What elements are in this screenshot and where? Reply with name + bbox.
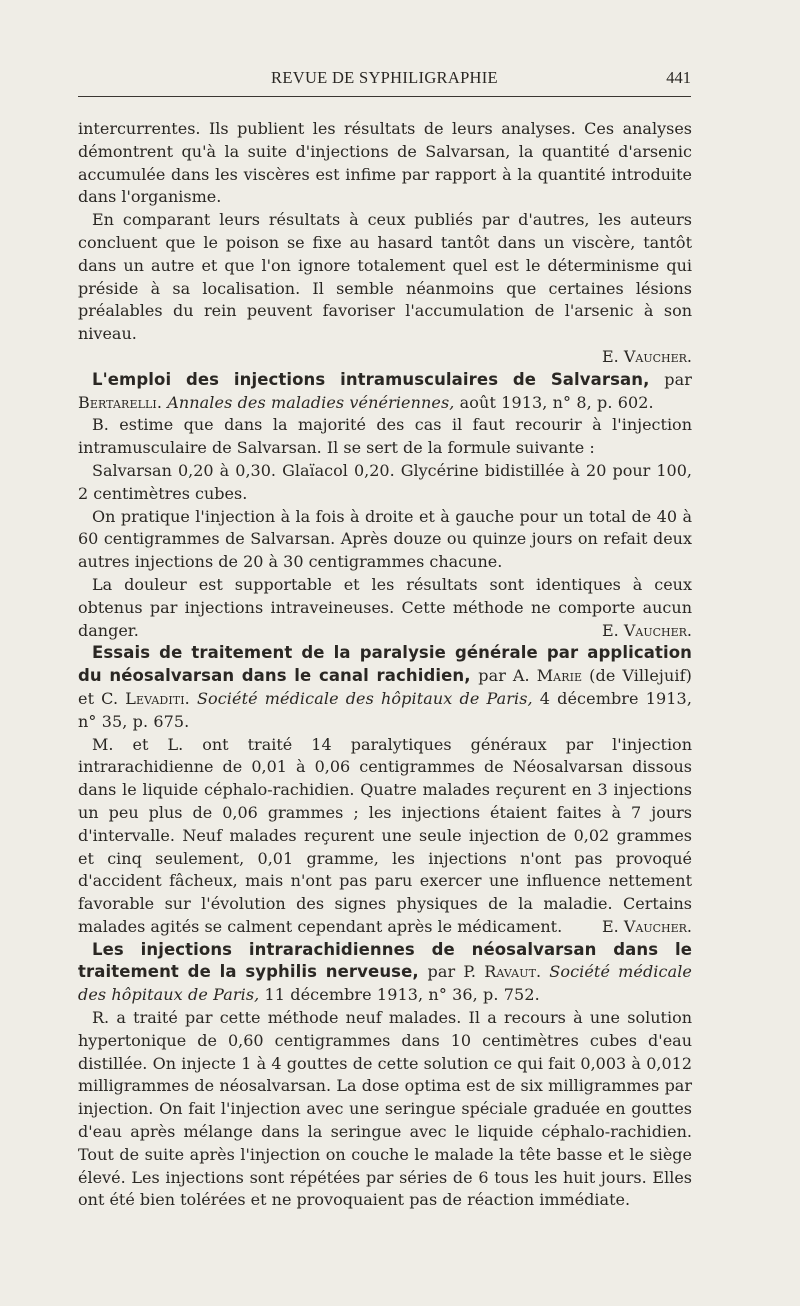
by-label: par — [664, 369, 692, 389]
paragraph: En comparant leurs résultats à ceux publiés par d'autres, les auteurs concluent que le poison se fixe au hasard tantôt dans un viscère, tantôt dans un autre et que l'on ignore totalement quel est le déterminisme qui préside à sa localisation. Il semble néanmoins que certaines lésions préalables du rein peuvent favoriser l'accumulation de l'arsenic à son niveau. — [78, 210, 692, 344]
citation-ref: août 1913, n° 8, p. 602. — [459, 392, 654, 412]
citation-ref: 4 décembre 1913, n° 35, p. 675. — [78, 688, 693, 731]
paragraph — [78, 734, 692, 939]
article-title — [78, 642, 692, 733]
article-title-text: L'emploi des injections intramusculaires de Salvarsan, — [92, 369, 650, 389]
by-label: par A. — [478, 666, 530, 686]
page-header — [78, 66, 691, 97]
author-name: Marie — [536, 666, 583, 686]
article-title-text: Essais de traitement de la paralysie générale par application du néosalvarsan dans le canal rachidien, — [78, 643, 692, 686]
paragraph: intercurrentes. Ils publient les résultats de leurs analyses. Ces analyses démontrent qu'à la suite d'injections de Salvarsan, la quantité d'arsenic accumulée dans les viscères est infime par rapport à la quantité introduite dans l'organisme. — [78, 119, 692, 207]
running-title: REVUE DE SYPHILIGRAPHIE — [271, 68, 498, 87]
journal-name: Société médicale des hôpitaux de Paris, — [196, 688, 533, 708]
author-name: Bertarelli. — [78, 392, 163, 412]
author-name: Ravaut. — [484, 962, 542, 982]
author-affiliation: (de Villejuif) et C. — [78, 666, 692, 708]
article-title — [78, 369, 692, 415]
page-number: 441 — [666, 68, 691, 87]
signature: E. Vaucher. — [601, 346, 692, 366]
paragraph-text: La douleur est supportable et les résultats sont identiques à ceux obtenus par injections intraveineuses. Cette méthode ne comporte aucun danger. — [78, 574, 692, 640]
journal-name: Annales des maladies vénériennes, — [167, 392, 455, 412]
citation-ref: 11 décembre 1913, n° 36, p. 752. — [264, 985, 540, 1005]
paragraph: Salvarsan 0,20 à 0,30. Glaïacol 0,20. Glycérine bidistillée à 20 pour 100, 2 centimètres cubes. — [78, 460, 692, 503]
body-text — [78, 118, 692, 1212]
paragraph: B. estime que dans la majorité des cas il faut recourir à l'injection intramusculaire de Salvarsan. Il se sert de la formule suivante : — [78, 415, 692, 458]
journal-name: Société médicale des hôpitaux de Paris, — [78, 962, 693, 1005]
article-title — [78, 939, 692, 1007]
signature: E. Vaucher. — [601, 620, 692, 640]
author-name: Levaditi. — [125, 688, 190, 708]
signature: E. Vaucher. — [601, 916, 692, 936]
paragraph-text: M. et L. ont traité 14 paralytiques généraux par l'injection intrarachidienne de 0,01 à 0,06 centigrammes de Néosalvarsan dissous dans le liquide céphalo-rachidien. Quatre malades reçurent en 3 injections un peu plus de 0,06 grammes ; les injections étaient faites à 7 jours d'intervalle. Neuf malades reçurent une seule injection de 0,02 grammes et cinq seulement, 0,01 gramme, les injections n'ont pas provoqué d'accident fâcheux, mais n'ont pas paru exercer une influence nettement favorable sur l'évolution des signes physiques de la maladie. Certains malades agités se calment cependant après le médicament. — [78, 734, 692, 936]
paragraph: R. a traité par cette méthode neuf malades. Il a recours à une solution hypertonique de 0,60 centigrammes dans 10 centimètres cubes d'eau distillée. On injecte 1 à 4 gouttes de cette solution ce qui fait 0,003 à 0,012 milligrammes de néosalvarsan. La dose optima est de six milligrammes par injection. On fait l'injection avec une seringue spéciale graduée en gouttes d'eau après mélange dans la seringue avec le liquide céphalo-rachidien. Tout de suite après l'injection on couche le malade la tête basse et le siège élevé. Les injections sont répétées par séries de 6 tous les huit jours. Elles ont été bien tolérées et ne provoquaient pas de réaction immédiate. — [78, 1008, 692, 1210]
article-title-text: Les injections intrarachidiennes de néosalvarsan dans le traitement de la syphilis nerveuse, — [78, 939, 692, 982]
paragraph — [78, 574, 692, 642]
by-label: par P. — [427, 962, 477, 982]
paragraph: On pratique l'injection à la fois à droite et à gauche pour un total de 40 à 60 centigrammes de Salvarsan. Après douze ou quinze jours on refait deux autres injections de 20 à 30 centigrammes chacune. — [78, 506, 692, 572]
